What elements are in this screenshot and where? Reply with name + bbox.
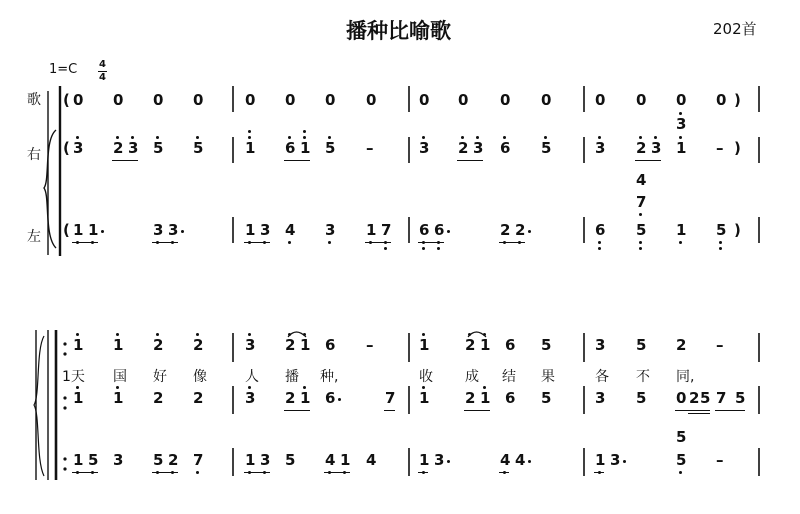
- lyric-syllable: 不: [636, 369, 650, 385]
- lyric-syllable: 人: [245, 369, 259, 385]
- left-hand-label: 左: [27, 229, 41, 245]
- octave-up-dot: [116, 386, 119, 389]
- note-system2-right: 5: [636, 389, 647, 407]
- note-system1-left: ): [734, 221, 741, 239]
- note-system2-right: 6: [325, 389, 336, 407]
- note-system1-voice: 0: [366, 91, 377, 109]
- note-system1-left: 4: [636, 171, 647, 189]
- beam-line: [72, 472, 98, 473]
- note-system1-right: 2: [458, 139, 469, 157]
- note-system2-voice: 5: [636, 336, 647, 354]
- octave-up-dot: [76, 386, 79, 389]
- lyric-syllable: 同,: [676, 369, 695, 385]
- lyric-syllable: 1天: [62, 369, 85, 385]
- note-system1-left: (: [63, 221, 70, 239]
- octave-up-dot: [476, 136, 479, 139]
- octave-up-dot: [196, 136, 199, 139]
- octave-up-dot: [131, 136, 134, 139]
- note-system1-left: 3: [325, 221, 336, 239]
- octave-down-dot: [437, 247, 440, 250]
- note-system1-left: 5: [636, 221, 647, 239]
- octave-down-dot: [679, 241, 682, 244]
- octave-up-dot: [156, 136, 159, 139]
- note-system2-right: 3: [595, 389, 606, 407]
- note-system1-left: 3: [168, 221, 179, 239]
- octave-up-dot: [303, 386, 306, 389]
- octave-up-dot: [303, 136, 306, 139]
- note-system1-left: 1: [73, 221, 84, 239]
- beam-line: [284, 160, 310, 161]
- octave-up-dot: [598, 136, 601, 139]
- note-system2-left: 5: [285, 451, 296, 469]
- note-system1-left: 1: [366, 221, 377, 239]
- note-system1-right: ): [734, 139, 741, 157]
- beam-line: [244, 472, 270, 473]
- octave-down-dot: [719, 247, 722, 250]
- time-signature-bottom: 4: [99, 72, 106, 83]
- beam-line: [457, 160, 483, 161]
- octave-up-dot: [328, 136, 331, 139]
- note-system1-right: 1: [676, 139, 687, 157]
- octave-up-dot: [468, 333, 471, 336]
- note-system1-right: 3: [128, 139, 139, 157]
- octave-up-dot: [248, 130, 251, 133]
- octave-up-dot: [461, 136, 464, 139]
- note-system1-voice: 0: [113, 91, 124, 109]
- lyric-syllable: 国: [113, 369, 127, 385]
- key-signature: 1=C: [49, 62, 78, 77]
- note-system2-right: 2: [689, 389, 700, 407]
- note-system1-right: 2: [636, 139, 647, 157]
- beam-line: [594, 472, 604, 473]
- note-system1-right: 3: [73, 139, 84, 157]
- octave-up-dot: [76, 136, 79, 139]
- beam-line: [72, 242, 98, 243]
- note-system1-voice: 0: [636, 91, 647, 109]
- lyric-syllable: 各: [595, 369, 609, 385]
- octave-up-dot: [288, 136, 291, 139]
- augmentation-dot: [447, 230, 450, 233]
- beam-line: [384, 410, 395, 411]
- octave-down-dot: [598, 241, 601, 244]
- note-system1-right: 3: [473, 139, 484, 157]
- note-system2-right: 7: [716, 389, 727, 407]
- octave-up-dot: [483, 333, 486, 336]
- note-system1-voice: 0: [245, 91, 256, 109]
- beam-line: [152, 242, 178, 243]
- note-system2-voice: 2: [153, 336, 164, 354]
- note-system1-right: 6: [500, 139, 511, 157]
- note-system2-voice: 1: [419, 336, 430, 354]
- note-system2-right: 3: [245, 389, 256, 407]
- beam-line: [365, 242, 391, 243]
- note-system1-right: 3: [419, 139, 430, 157]
- note-system1-left: 6: [434, 221, 445, 239]
- note-system2-right: 1: [419, 389, 430, 407]
- note-system2-left: 5: [88, 451, 99, 469]
- note-system1-voice: 0: [153, 91, 164, 109]
- octave-up-dot: [679, 136, 682, 139]
- note-system2-left: 1: [419, 451, 430, 469]
- note-system1-voice: 0: [419, 91, 430, 109]
- hymn-number: 202首: [713, 20, 757, 38]
- note-system1-left: 1: [245, 221, 256, 239]
- lyric-syllable: 收: [419, 369, 433, 385]
- note-system1-voice: 0: [595, 91, 606, 109]
- note-system1-right: 3: [651, 139, 662, 157]
- note-system1-left: 2: [515, 221, 526, 239]
- octave-up-dot: [639, 136, 642, 139]
- note-system2-left: 1: [73, 451, 84, 469]
- beam-line: [418, 242, 444, 243]
- note-system1-left: 1: [88, 221, 99, 239]
- note-system1-voice: 0: [193, 91, 204, 109]
- note-system1-left: 7: [381, 221, 392, 239]
- note-system1-voice: 0: [285, 91, 296, 109]
- note-system2-right: 5: [541, 389, 552, 407]
- octave-down-dot: [288, 241, 291, 244]
- octave-up-dot: [248, 386, 251, 389]
- voice-label: 歌: [27, 92, 41, 108]
- augmentation-dot: [528, 460, 531, 463]
- augmentation-dot: [338, 398, 341, 401]
- augmentation-dot: [101, 230, 104, 233]
- augmentation-dot: [181, 230, 184, 233]
- octave-up-dot: [483, 386, 486, 389]
- note-system1-voice: 0: [458, 91, 469, 109]
- note-system2-voice: 2: [285, 336, 296, 354]
- octave-up-dot: [544, 136, 547, 139]
- note-system2-voice: –: [716, 336, 724, 354]
- octave-up-dot: [503, 136, 506, 139]
- augmentation-dot: [623, 460, 626, 463]
- note-system2-right: 5: [700, 389, 711, 407]
- note-system1-right: 5: [325, 139, 336, 157]
- note-system2-right: 2: [193, 389, 204, 407]
- note-system2-voice: 6: [325, 336, 336, 354]
- octave-up-dot: [422, 386, 425, 389]
- note-system2-left: 3: [260, 451, 271, 469]
- right-hand-label: 右: [27, 147, 41, 163]
- note-system2-left: 5: [676, 428, 687, 446]
- octave-up-dot: [288, 333, 291, 336]
- beam-line: [112, 160, 138, 161]
- lyric-syllable: 结: [502, 369, 516, 385]
- octave-down-dot: [639, 247, 642, 250]
- beam-line: [499, 472, 509, 473]
- note-system2-right: 1: [73, 389, 84, 407]
- note-system1-left: 3: [153, 221, 164, 239]
- note-system2-voice: 3: [245, 336, 256, 354]
- octave-up-dot: [422, 136, 425, 139]
- note-system2-voice: 2: [676, 336, 687, 354]
- song-title: 播种比喻歌: [346, 19, 451, 43]
- note-system2-left: 1: [245, 451, 256, 469]
- note-system1-left: 6: [419, 221, 430, 239]
- note-system1-right: 1: [300, 139, 311, 157]
- note-system2-right: 2: [465, 389, 476, 407]
- octave-up-dot: [116, 136, 119, 139]
- octave-down-dot: [719, 241, 722, 244]
- lyric-syllable: 果: [541, 369, 555, 385]
- octave-up-dot: [654, 136, 657, 139]
- augmentation-dot: [447, 460, 450, 463]
- note-system2-left: 4: [325, 451, 336, 469]
- note-system1-right: 1: [245, 139, 256, 157]
- note-system2-left: 4: [500, 451, 511, 469]
- beam-line: [635, 160, 661, 161]
- octave-up-dot: [679, 112, 682, 115]
- beam-line: [418, 472, 428, 473]
- note-system2-left: 1: [340, 451, 351, 469]
- octave-up-dot: [303, 130, 306, 133]
- note-system2-voice: 6: [505, 336, 516, 354]
- augmentation-dot: [528, 230, 531, 233]
- note-system2-voice: 3: [595, 336, 606, 354]
- note-system1-right: 3: [676, 115, 687, 133]
- beam-line: [464, 410, 490, 411]
- note-system2-voice: 2: [193, 336, 204, 354]
- note-system1-voice: 0: [676, 91, 687, 109]
- beam-line: [324, 472, 350, 473]
- note-system1-left: 2: [500, 221, 511, 239]
- octave-down-dot: [639, 213, 642, 216]
- octave-down-dot: [639, 241, 642, 244]
- lyric-syllable: 种,: [320, 369, 339, 385]
- beam-line: [715, 410, 745, 411]
- octave-up-dot: [196, 333, 199, 336]
- lyric-syllable: 像: [193, 369, 207, 385]
- note-system2-voice: 1: [300, 336, 311, 354]
- beam-line: [675, 410, 710, 411]
- note-system1-left: 1: [676, 221, 687, 239]
- note-system2-right: 1: [113, 389, 124, 407]
- note-system2-right: 7: [385, 389, 396, 407]
- note-system2-right: 2: [285, 389, 296, 407]
- note-system1-voice: 0: [541, 91, 552, 109]
- note-system2-right: 0: [676, 389, 687, 407]
- note-system2-voice: –: [366, 336, 374, 354]
- beam-line: [499, 242, 525, 243]
- note-system2-left: –: [716, 451, 724, 469]
- note-system1-right: –: [716, 139, 724, 157]
- note-system1-right: 5: [153, 139, 164, 157]
- note-system1-voice: (: [63, 91, 70, 109]
- note-system2-voice: 1: [480, 336, 491, 354]
- note-system2-left: 4: [515, 451, 526, 469]
- octave-down-dot: [679, 471, 682, 474]
- octave-down-dot: [384, 247, 387, 250]
- octave-down-dot: [598, 247, 601, 250]
- note-system2-left: 3: [610, 451, 621, 469]
- note-system1-voice: 0: [73, 91, 84, 109]
- note-system2-voice: 1: [113, 336, 124, 354]
- note-system1-voice: 0: [325, 91, 336, 109]
- note-system1-left: 3: [260, 221, 271, 239]
- time-signature-top: 4: [99, 59, 106, 70]
- note-system2-right: 1: [300, 389, 311, 407]
- lyric-syllable: 播: [285, 369, 299, 385]
- beam-line: [284, 410, 310, 411]
- note-system2-left: 3: [434, 451, 445, 469]
- beam-line: [688, 413, 710, 414]
- note-system2-voice: 2: [465, 336, 476, 354]
- note-system1-left: 7: [636, 193, 647, 211]
- note-system2-left: 5: [676, 451, 687, 469]
- octave-down-dot: [328, 241, 331, 244]
- note-system1-right: 6: [285, 139, 296, 157]
- note-system1-voice: 0: [500, 91, 511, 109]
- note-system2-voice: 1: [73, 336, 84, 354]
- note-system1-left: 5: [716, 221, 727, 239]
- note-system1-right: –: [366, 139, 374, 157]
- lyric-syllable: 好: [153, 369, 167, 385]
- note-system1-right: (: [63, 139, 70, 157]
- octave-up-dot: [303, 333, 306, 336]
- note-system2-left: 4: [366, 451, 377, 469]
- note-system1-left: 4: [285, 221, 296, 239]
- note-system2-left: 7: [193, 451, 204, 469]
- note-system2-left: 5: [153, 451, 164, 469]
- octave-up-dot: [422, 333, 425, 336]
- note-system2-left: 3: [113, 451, 124, 469]
- octave-down-dot: [422, 247, 425, 250]
- note-system2-right: 6: [505, 389, 516, 407]
- note-system1-voice: ): [734, 91, 741, 109]
- octave-up-dot: [248, 136, 251, 139]
- beam-line: [244, 242, 270, 243]
- note-system2-right: 1: [480, 389, 491, 407]
- note-system2-right: 2: [153, 389, 164, 407]
- octave-up-dot: [248, 333, 251, 336]
- note-system1-right: 5: [541, 139, 552, 157]
- beam-line: [152, 472, 178, 473]
- note-system1-right: 2: [113, 139, 124, 157]
- note-system2-left: 2: [168, 451, 179, 469]
- note-system2-right: 5: [735, 389, 746, 407]
- note-system2-left: 1: [595, 451, 606, 469]
- lyric-syllable: 成: [465, 369, 479, 385]
- octave-down-dot: [196, 471, 199, 474]
- note-system1-left: 6: [595, 221, 606, 239]
- octave-up-dot: [116, 333, 119, 336]
- note-system2-voice: 5: [541, 336, 552, 354]
- note-system1-voice: 0: [716, 91, 727, 109]
- note-system1-right: 5: [193, 139, 204, 157]
- octave-up-dot: [156, 333, 159, 336]
- note-system1-right: 3: [595, 139, 606, 157]
- octave-up-dot: [76, 333, 79, 336]
